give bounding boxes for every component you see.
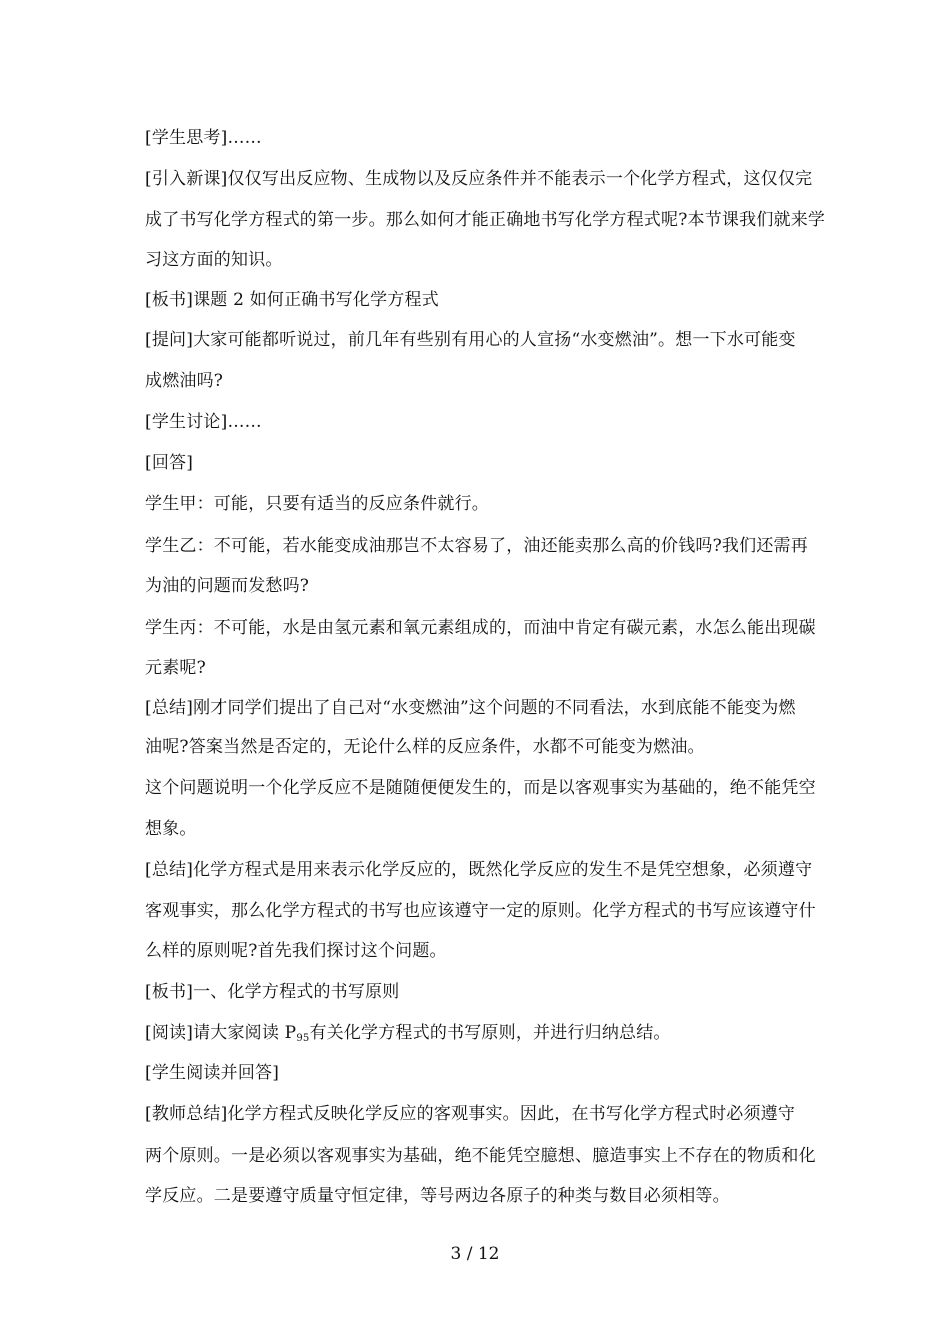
text-line: [板书]课题 2 如何正确书写化学方程式 xyxy=(145,290,439,310)
text-line: 元素呢? xyxy=(145,658,206,678)
text-line: 成燃油吗? xyxy=(145,371,224,391)
text-line: [学生阅读并回答] xyxy=(145,1063,280,1083)
text-line: 学生丙：不可能，水是由氢元素和氧元素组成的，而油中肯定有碳元素，水怎么能出现碳 xyxy=(145,618,816,638)
text-line: [学生讨论]…… xyxy=(145,412,262,432)
text-line: 学生甲：可能，只要有适当的反应条件就行。 xyxy=(145,494,489,514)
reading-line-end: 有关化学方程式的书写原则，并进行归纳总结。 xyxy=(309,1023,671,1043)
text-line: 客观事实，那么化学方程式的书写也应该遵守一定的原则。化学方程式的书写应该遵守什 xyxy=(145,901,816,921)
text-line: [总结]刚才同学们提出了自己对“水变燃油”这个问题的不同看法，水到底能不能变为燃 xyxy=(145,698,796,718)
text-line: [教师总结]化学方程式反映化学反应的客观事实。因此，在书写化学方程式时必须遵守 xyxy=(145,1104,796,1124)
page-reference-subscript: 95 xyxy=(296,1033,310,1044)
reading-line-start: [阅读]请大家阅读 P xyxy=(145,1023,297,1043)
text-line: [引入新课]仅仅写出反应物、生成物以及反应条件并不能表示一个化学方程式，这仅仅完 xyxy=(145,169,813,189)
text-line: 为油的问题而发愁吗? xyxy=(145,576,310,596)
text-line: 两个原则。一是必须以客观事实为基础，绝不能凭空臆想、臆造事实上不存在的物质和化 xyxy=(145,1146,816,1166)
reading-line xyxy=(145,1022,671,1047)
text-line: [提问]大家可能都听说过，前几年有些别有用心的人宣扬“水变燃油”。想一下水可能变 xyxy=(145,330,796,350)
text-line: 学生乙：不可能，若水能变成油那岂不太容易了，油还能卖那么高的价钱吗?我们还需再 xyxy=(145,536,808,556)
text-line: 习这方面的知识。 xyxy=(145,250,283,270)
text-line: 么样的原则呢?首先我们探讨这个问题。 xyxy=(145,941,447,961)
page-number: 3 / 12 xyxy=(450,1244,500,1264)
text-line: 成了书写化学方程式的第一步。那么如何才能正确地书写化学方程式呢?本节课我们就来学 xyxy=(145,210,826,230)
text-line: 这个问题说明一个化学反应不是随随便便发生的，而是以客观事实为基础的，绝不能凭空 xyxy=(145,778,816,798)
text-line: 学反应。二是要遵守质量守恒定律，等号两边各原子的种类与数目必须相等。 xyxy=(145,1186,730,1206)
text-line: [学生思考]…… xyxy=(145,128,262,148)
text-line: [总结]化学方程式是用来表示化学反应的，既然化学反应的发生不是凭空想象，必须遵守 xyxy=(145,860,813,880)
text-line: 想象。 xyxy=(145,819,197,839)
text-line: [板书]一、化学方程式的书写原则 xyxy=(145,982,400,1002)
text-line: [回答] xyxy=(145,453,194,473)
text-line: 油呢?答案当然是否定的，无论什么样的反应条件，水都不可能变为燃油。 xyxy=(145,737,705,757)
